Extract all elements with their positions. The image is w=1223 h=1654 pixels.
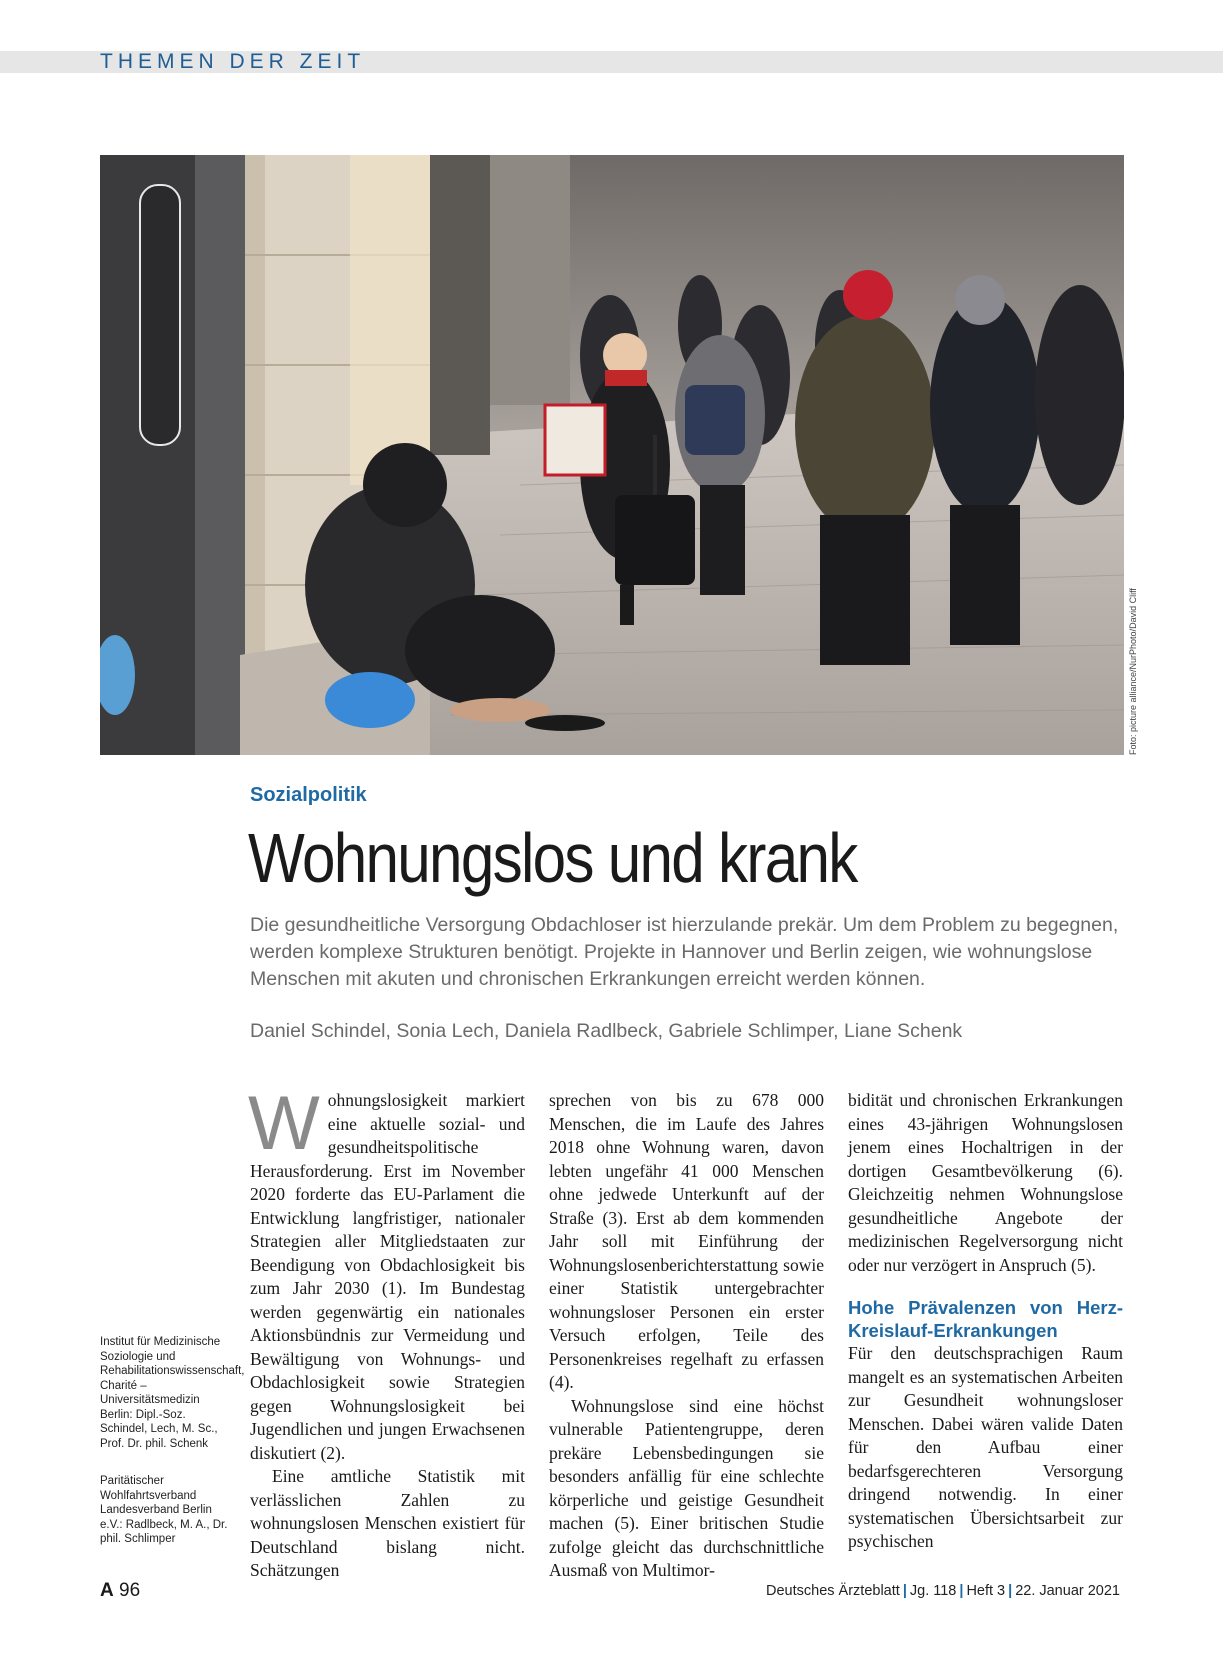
article-photo — [100, 155, 1124, 755]
article-title: Wohnungslos und krank — [248, 819, 857, 897]
affiliation-paritaetischer: Paritätischer Wohlfahrtsverband Landesverband Berlin e.V.: Radlbeck, M. A., Dr. phil. Schlimper — [100, 1475, 228, 1545]
footer-separator: | — [902, 1583, 907, 1599]
photo-credit: Foto: picture alliance/NurPhoto/David Cliff — [1128, 588, 1138, 755]
drop-cap: W — [248, 1081, 320, 1166]
affiliation-charite: Institut für Medizinische Soziologie und Rehabilitationswissenschaft, Charité – Universitätsmedizin Berlin: Dipl.-Soz. Schindel, Lech, M. Sc., Prof. Dr. phil. Schenk — [100, 1336, 245, 1450]
journal-footer — [766, 1583, 1120, 1599]
body-paragraph: sprechen von bis zu 678 000 Menschen, die im Laufe des Jahres 2018 ohne Wohnung waren, davon lebten ungefähr 41 000 Menschen ohne jedwede Unterkunft auf der Straße (3). Erst ab dem kommenden Jahr soll mit Einführung der Wohnungslosenberichterstattung sowie einer Statistik untergebrachter wohnungsloser Personen ein erster Versuch erfolgen, Teile des Personenkreises regelhaft zu erfassen (4). — [549, 1090, 824, 1392]
body-paragraph: Eine amtliche Statistik mit verlässlichen Zahlen zu wohnungslosen Menschen existiert für Deutschland bislang nicht. Schätzungen — [250, 1466, 525, 1580]
page-letter: A — [100, 1580, 114, 1601]
footer-separator: | — [1008, 1583, 1013, 1599]
footer-separator: | — [959, 1583, 964, 1599]
journal-name: Deutsches Ärzteblatt — [766, 1583, 900, 1599]
journal-date: 22. Januar 2021 — [1015, 1583, 1120, 1599]
section-subheading: Hohe Prävalenzen von Herz-Kreislauf-Erkrankungen — [848, 1297, 1123, 1341]
journal-volume: Jg. 118 — [909, 1583, 957, 1599]
body-paragraph — [248, 1081, 525, 1465]
paragraph-text: ohnungslosigkeit markiert eine aktuelle sozial- und gesundheitspolitische Herausforderung. Erst im November 2020 forderte das EU-Parlament die Entwicklung langfristiger, nationaler Strategien aller Mitgliedstaaten zur Beendigung von Obdachlosigkeit bis zum Jahr 2030 (1). Im Bundestag werden gegenwärtig ein nationales Aktionsbündnis zur Vermeidung und Bewältigung von Wohnungs- und Obdachlosigkeit sowie Strategien gegen Wohnungslosigkeit bei Jugendlichen und jungen Erwachsenen diskutiert (2). — [250, 1090, 525, 1463]
article-authors: Daniel Schindel, Sonia Lech, Daniela Radlbeck, Gabriele Schlimper, Liane Schenk — [250, 1020, 963, 1042]
body-paragraph: bidität und chronischen Erkrankungen eines 43-jährigen Wohnungslosen jenem eines Hochaltrigen in der dortigen Gesamtbevölkerung (6). Gleichzeitig nehmen Wohnungslose gesundheitliche Angebote der medizinischen Regelversorgung nicht oder nur verzögert in Anspruch (5). — [848, 1090, 1123, 1275]
page-number-value: 96 — [119, 1580, 141, 1601]
article-kicker: Sozialpolitik — [250, 784, 367, 806]
street-scene-image — [100, 155, 1124, 755]
body-paragraph: Wohnungslose sind eine höchst vulnerable Patientengruppe, deren prekäre Lebensbedingungen sie besonders anfällig für eine schlechte körperliche und geistige Gesundheit machen (5). Einer britischen Studie zufolge gleicht das durchschnittliche Ausmaß von Multimor- — [549, 1395, 824, 1580]
journal-issue: Heft 3 — [966, 1583, 1006, 1599]
article-lead: Die gesundheitliche Versorgung Obdachloser ist hierzulande prekär. Um dem Problem zu begegnen, werden komplexe Strukturen benötigt. Projekte in Hannover und Berlin zeigen, wie wohnungslose Menschen mit akuten und chronischen Erkrankungen erreicht werden können. — [250, 914, 1119, 990]
body-column-1 — [248, 1081, 525, 1583]
page-number — [100, 1580, 140, 1602]
section-label: THEMEN DER ZEIT — [100, 50, 366, 73]
body-paragraph: Für den deutschsprachigen Raum mangelt es an systematischen Arbeiten zur Gesundheit wohnungsloser Menschen. Dabei wären valide Daten für den Aufbau einer bedarfsgerechteren Versorgung dringend notwendig. In einer systematischen Übersichtsarbeit zur psychischen — [848, 1343, 1123, 1551]
body-column-2 — [549, 1089, 824, 1583]
body-column-3 — [848, 1089, 1123, 1554]
